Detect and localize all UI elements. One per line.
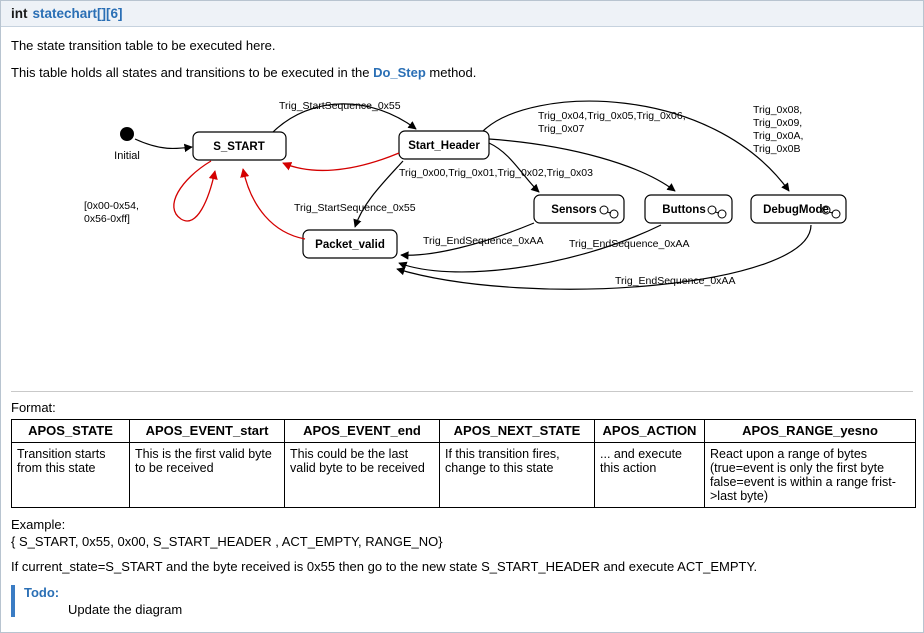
intro-line-2-suffix: method. (425, 65, 477, 80)
member-name: statechart[][6] (32, 6, 123, 21)
intro-line-2-prefix: This table holds all states and transitions to be executed in the (11, 65, 374, 80)
initial-node (120, 127, 134, 141)
state-sensors-label: Sensors (551, 204, 597, 216)
column-header-apos-next-state: APOS_NEXT_STATE (440, 420, 595, 443)
column-header-apos-event-end: APOS_EVENT_end (285, 420, 440, 443)
label-trig-buttons: Trig_0x00,Trig_0x01,Trig_0x02,Trig_0x03 (399, 167, 593, 179)
label-trig-start-seq-top: Trig_StartSequence_0x55 (279, 100, 401, 112)
label-range-line2: 0x56-0xff] (84, 213, 130, 225)
column-header-apos-event-start: APOS_EVENT_start (130, 420, 285, 443)
member-type-keyword: int (11, 6, 28, 21)
section-divider (11, 391, 913, 392)
cell-apos-action: ... and execute this action (595, 443, 705, 508)
state-debugmode (751, 195, 846, 223)
label-trig-debug-2: Trig_0x09, (753, 117, 803, 129)
state-diagram (11, 87, 915, 387)
label-trig-sensors-2: Trig_0x07 (538, 123, 585, 135)
state-start-header-label: Start_Header (408, 140, 480, 152)
todo-title: Todo: (24, 585, 60, 600)
label-trig-debug-4: Trig_0x0B (753, 143, 801, 155)
table-header-row (12, 420, 916, 443)
state-s-start (193, 132, 286, 160)
document-body (1, 27, 923, 617)
column-header-apos-action: APOS_ACTION (595, 420, 705, 443)
table-row (12, 443, 916, 508)
format-table (11, 419, 916, 508)
example-code: { S_START, 0x55, 0x00, S_START_HEADER , ACT_EMPTY, RANGE_NO} (11, 534, 443, 549)
cell-apos-event-start: This is the first valid byte to be received (130, 443, 285, 508)
state-buttons (645, 195, 732, 223)
cell-apos-event-end: This could be the last valid byte to be received (285, 443, 440, 508)
state-packet-valid-label: Packet_valid (315, 239, 385, 251)
label-trig-start-seq-mid: Trig_StartSequence_0x55 (294, 202, 416, 214)
example-explanation: If current_state=S_START and the byte received is 0x55 then go to the new state S_START_HEADER and execute ACT_EMPTY. (11, 559, 758, 574)
label-trig-debug-1: Trig_0x08, (753, 104, 803, 116)
cell-apos-range-yesno: React upon a range of bytes (true=event is only the first byte false=event is within a range frist->last byte) (705, 443, 916, 508)
cell-apos-state: Transition starts from this state (12, 443, 130, 508)
label-trig-end-2: Trig_EndSequence_0xAA (569, 238, 690, 250)
do-step-link[interactable]: Do_Step (373, 65, 426, 80)
state-buttons-label: Buttons (662, 204, 706, 216)
label-range-line1: [0x00-0x54, (84, 200, 139, 212)
state-s-start-label: S_START (213, 141, 265, 153)
todo-text: Update the diagram (68, 602, 183, 617)
format-caption: Format: (11, 400, 56, 415)
state-start-header (399, 131, 489, 159)
initial-label: Initial (114, 150, 140, 162)
column-header-apos-range-yesno: APOS_RANGE_yesno (705, 420, 916, 443)
column-header-apos-state: APOS_STATE (12, 420, 130, 443)
state-sensors (534, 195, 624, 223)
intro-line-1: The state transition table to be executed here. (11, 38, 276, 53)
label-trig-end-1: Trig_EndSequence_0xAA (423, 235, 544, 247)
state-debugmode-label: DebugMode (763, 204, 829, 216)
cell-apos-next-state: If this transition fires, change to this state (440, 443, 595, 508)
example-caption: Example: (11, 517, 66, 532)
state-diagram-svg (11, 87, 915, 387)
state-packet-valid (303, 230, 397, 258)
todo-note (11, 585, 913, 617)
label-trig-debug-3: Trig_0x0A, (753, 130, 804, 142)
member-header (1, 1, 923, 27)
label-trig-end-3: Trig_EndSequence_0xAA (615, 275, 736, 287)
label-trig-sensors-1: Trig_0x04,Trig_0x05,Trig_0x06, (538, 110, 686, 122)
intro-line-2 (11, 64, 913, 81)
